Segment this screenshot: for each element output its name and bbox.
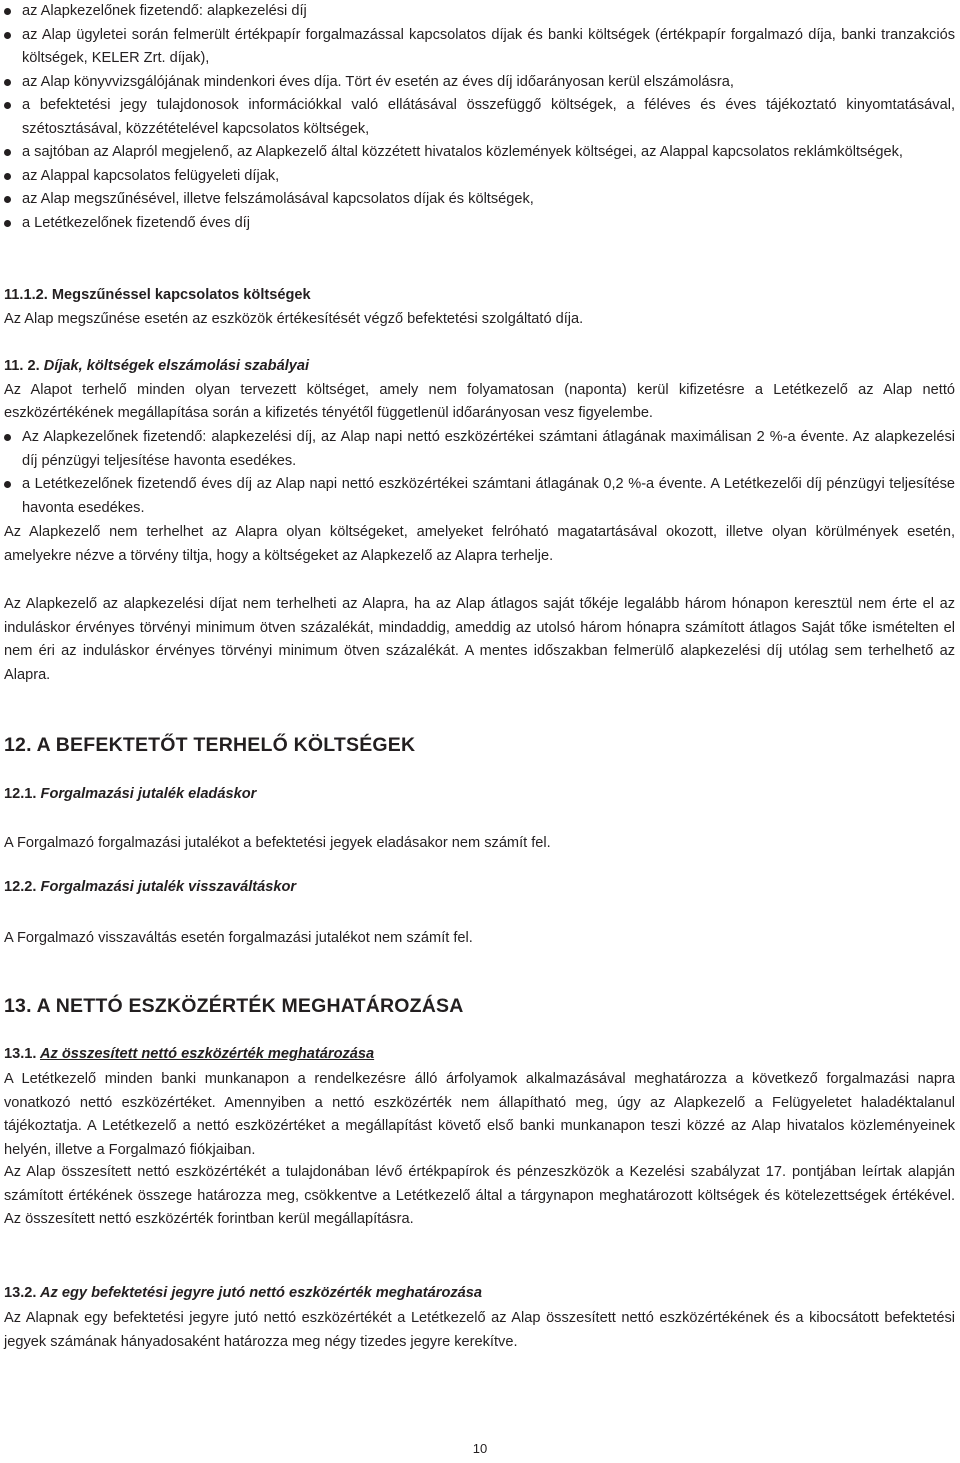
bullet-icon (4, 8, 11, 15)
paragraph: Az Alapkezelő nem terhelhet az Alapra olyan költségeket, amelyeket felróható magatartásával okozott, illetve olyan körülmények esetén, amelyekre nézve a törvény tiltja, hogy a költségeket az Alapkezelő az Alapra terhelje. (4, 524, 955, 564)
bullet-icon (4, 434, 11, 441)
paragraph: A Forgalmazó forgalmazási jutalékot a befektetési jegyek eladásakor nem számít fel. (4, 835, 551, 851)
list-item: a befektetési jegy tulajdonosok információkkal való ellátásával összefüggő költségek, a féléves és éves tájékoztató kinyomtatásával, szétosztásával, közzétételével kapcsolatos költségek, (0, 94, 955, 141)
paragraph: Az Alapnak egy befektetési jegyre jutó nettó eszközértékét a Letétkezelő az Alap összesített nettó eszközértékének és a kibocsátott befektetési jegyek számának hányadosaként határozza meg négy tizedes jegyre kerekítve. (4, 1310, 955, 1350)
bullet-icon (4, 102, 11, 109)
section-13-heading: 13. A NETTÓ ESZKÖZÉRTÉK MEGHATÁROZÁSA (4, 995, 464, 1017)
bullet-icon (4, 79, 11, 86)
section-intro: Az Alapot terhelő minden olyan tervezett költséget, amely nem folyamatosan (naponta) kerül kifizetésre a Letétkezelő az Alap nettó eszközértékének megállapítása során a kifizetés tényétől függetlenül időarányosan vesz figyelembe. (4, 381, 955, 421)
section-text: Az Alap megszűnése esetén az eszközök értékesítését végző befektetési szolgáltató díja. (4, 310, 584, 327)
section-heading: 11. 2. Díjak, költségek elszámolási szabályai (4, 358, 310, 374)
page-number: 10 (472, 1441, 488, 1456)
list-item: az Alap könyvvizsgálójának mindenkori éves díja. Tört év esetén az éves díj időarányosan kerül elszámolásra, (0, 71, 955, 95)
paragraph: A Forgalmazó visszaváltás esetén forgalmazási jutalékot nem számít fel. (4, 930, 473, 946)
paragraph: Az Alapkezelő az alapkezelési díjat nem terhelheti az Alapra, ha az Alap átlagos saját tőkéje legalább három hónapon keresztül nem érte el az induláskor érvényes törvényi minimum ötven százalékát, mindaddig, ameddig az utolsó három hónapra számított átlagos Saját tőke ismételten el nem éri az induláskor érvényes törvényi minimum ötven százalékát. A mentes időszakban felmerülő alapkezelési díj utólag sem terhelhető az Alapra. (4, 596, 955, 683)
bullet-icon (4, 149, 11, 156)
list-item: a sajtóban az Alapról megjelenő, az Alapkezelő által közzétett hivatalos közlemények költségei, az Alappal kapcsolatos reklámköltségek, (0, 141, 955, 165)
section-12-heading: 12. A BEFEKTETŐT TERHELŐ KÖLTSÉGEK (4, 734, 416, 756)
subsection-13-1-title: 13.1. Az összesített nettó eszközérték meghatározása (4, 1046, 375, 1062)
subsection-13-2-title: 13.2. Az egy befektetési jegyre jutó nettó eszközérték meghatározása (4, 1285, 483, 1301)
bullet-icon (4, 173, 11, 180)
section-11-1-2 (4, 284, 955, 331)
section-heading: 11.1.2. Megszűnéssel kapcsolatos költségek (4, 287, 311, 303)
list-item: Az Alapkezelőnek fizetendő: alapkezelési díj, az Alap napi nettó eszközértékei számtani átlagának maximálisan 2 %-a évente. Az alapkezelési díj pénzügyi teljesítése havonta esedékes. (0, 426, 955, 473)
list-item: a Letétkezelőnek fizetendő éves díj az Alap napi nettó eszközértékei számtani átlagának 0,2 %-a évente. A Letétkezelői díj pénzügyi teljesítése havonta esedékes. (0, 473, 955, 520)
subsection-12-2-title: 12.2. Forgalmazási jutalék visszaváltáskor (4, 879, 297, 895)
list-item: a Letétkezelőnek fizetendő éves díj (0, 212, 955, 236)
list-item: az Alappal kapcsolatos felügyeleti díjak, (0, 165, 955, 189)
bullet-icon (4, 481, 11, 488)
subsection-12-1-title: 12.1. Forgalmazási jutalék eladáskor (4, 786, 257, 802)
bullet-icon (4, 196, 11, 203)
paragraph: A Letétkezelő minden banki munkanapon a rendelkezésre álló árfolyamok alkalmazásával meghatározza a következő forgalmazási napra vonatkozó nettó eszközértéket. Amennyiben a nettó eszközérték nem állapítható meg, úgy az Alapkezelő a Felügyeletet haladéktalanul tájékoztatja. A Letétkezelő a nettó eszközértéket a megállapítást követő első banki munkanapon teszi közzé az Alap hivatalos közleményeinek helyén, illetve a Forgalmazó fiókjaiban. (4, 1071, 955, 1158)
list-item: az Alap ügyletei során felmerült értékpapír forgalmazással kapcsolatos díjak és banki költségek (értékpapír forgalmazó díja, banki tranzakciós költségek, KELER Zrt. díjak), (0, 24, 955, 71)
fee-list (0, 0, 955, 235)
fee-settlement-list (0, 426, 955, 520)
list-item: az Alap megszűnésével, illetve felszámolásával kapcsolatos díjak és költségek, (0, 188, 955, 212)
bullet-icon (4, 220, 11, 227)
list-item: az Alapkezelőnek fizetendő: alapkezelési díj (0, 0, 955, 24)
section-11-2 (4, 355, 955, 426)
bullet-icon (4, 32, 11, 39)
paragraph: Az Alap összesített nettó eszközértékét a tulajdonában lévő értékpapírok és pénzeszközök a Kezelési szabályzat 17. pontjában leírtak alapján számított értékének összege határozza meg, csökkentve a Letétkezelő által a tárgynapon meghatározott költségek és kötelezettségek értékével. Az összesített nettó eszközérték forintban kerül megállapításra. (4, 1164, 955, 1227)
